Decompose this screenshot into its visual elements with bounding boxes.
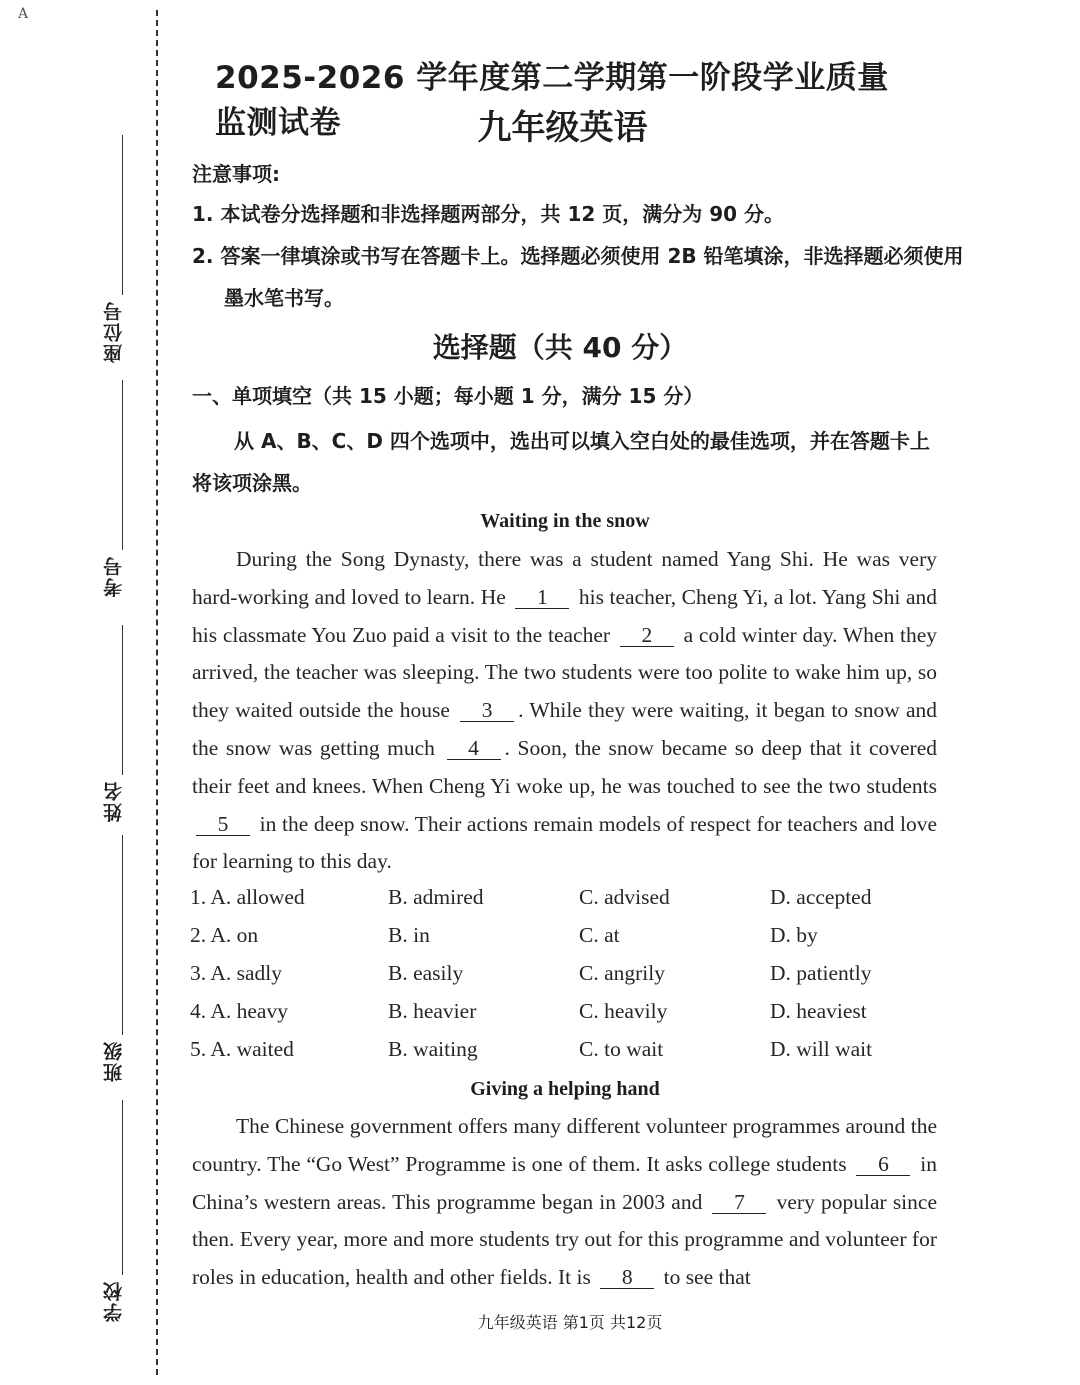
option-d: D. heaviest xyxy=(770,999,867,1023)
class-line xyxy=(122,835,123,1035)
school-line xyxy=(122,1100,123,1275)
passage-text: in the deep snow. Their actions remain models of respect for teachers and love for learning to this day. xyxy=(192,811,938,874)
seat-number-line xyxy=(122,135,123,295)
exam-title: 2025-2026 学年度第二学期第一阶段学业质量监测试卷 xyxy=(215,60,889,141)
option-d: D. patiently xyxy=(770,961,872,985)
question-row xyxy=(190,957,950,995)
notice-item: 1. 本试卷分选择题和非选择题两部分，共 12 页，满分为 90 分。 xyxy=(192,202,784,226)
section-title: 选择题（共 40 分） xyxy=(432,331,688,364)
passage-text: . While they were waiting, it began to snow and the snow was getting much xyxy=(192,698,938,760)
passage-text: . Soon, the snow became so deep that it covered their feet and knees. When Cheng Yi woke up, he was touched to see the two students xyxy=(192,735,938,798)
option-a: 1. A. allowed xyxy=(190,885,305,909)
page-footer: 九年级英语 第1页 共12页 xyxy=(477,1313,663,1332)
answer-blank: 1 xyxy=(515,586,569,609)
passage-text: very popular since then. Every year, more and more students try out for this programme and volunteer for roles in education, health and other fields. It is xyxy=(192,1189,937,1290)
answer-blank: 4 xyxy=(447,737,501,760)
question-row xyxy=(190,1033,950,1071)
option-c: C. advised xyxy=(579,885,670,909)
passage-body xyxy=(192,541,937,881)
instruction-text: 从 A、B、C、D 四个选项中，选出可以填入空白处的最佳选项，并在答题卡上将该项涂黑。 xyxy=(192,429,930,495)
exam-subtitle: 九年级英语 xyxy=(477,108,648,148)
passage-text: his teacher, Cheng Yi, a lot. Yang Shi and his classmate You Zuo paid a visit to the teacher xyxy=(192,584,938,647)
option-a: 4. A. heavy xyxy=(190,999,288,1023)
answer-blank: 8 xyxy=(600,1266,654,1289)
question-options xyxy=(190,881,950,1071)
answer-blank: 6 xyxy=(856,1153,910,1176)
binding-dashed-line xyxy=(156,10,158,1375)
school-label: 学校 xyxy=(103,1280,125,1322)
option-d: D. will wait xyxy=(770,1037,873,1061)
option-c: C. at xyxy=(579,923,620,947)
passage-title: Waiting in the snow xyxy=(480,510,650,532)
option-d: D. accepted xyxy=(770,885,872,909)
exam-number-label: 考号 xyxy=(103,555,125,597)
passage-title: Giving a helping hand xyxy=(470,1078,660,1100)
option-a: 2. A. on xyxy=(190,923,259,947)
passage-body xyxy=(192,1108,937,1297)
option-a: 5. A. waited xyxy=(190,1037,294,1061)
option-b: B. waiting xyxy=(388,1037,478,1061)
answer-blank: 3 xyxy=(460,699,514,722)
option-b: B. admired xyxy=(388,885,484,909)
passage-text: to see that xyxy=(663,1265,751,1290)
option-b: B. in xyxy=(388,923,430,947)
answer-blank: 7 xyxy=(712,1191,766,1214)
name-label: 姓名 xyxy=(103,780,125,822)
option-c: C. heavily xyxy=(579,999,668,1023)
corner-mark: A xyxy=(18,6,29,22)
class-label: 班级 xyxy=(103,1040,125,1082)
option-b: B. heavier xyxy=(388,999,477,1023)
question-row xyxy=(190,995,950,1033)
option-a: 3. A. sadly xyxy=(190,961,282,985)
notice-item: 2. 答案一律填涂或书写在答题卡上。选择题必须使用 2B 铅笔填涂，非选择题必须使用墨水笔书写。 xyxy=(192,244,964,310)
answer-blank: 5 xyxy=(196,813,250,836)
answer-blank: 2 xyxy=(620,624,674,647)
passage-text: a cold winter day. When they arrived, the teacher was sleeping. The two students were too polite to wake him up, so they waited outside the house xyxy=(192,622,937,723)
passage-text: The Chinese government offers many different volunteer programmes around the country. The “Go West” Programme is one of them. It asks college students xyxy=(192,1114,937,1176)
passage-text: in China’s western areas. This programme began in 2003 and xyxy=(192,1151,938,1214)
option-c: C. to wait xyxy=(579,1037,664,1061)
part-title: 一、单项填空（共 15 小题；每小题 1 分，满分 15 分） xyxy=(192,384,704,408)
option-d: D. by xyxy=(770,923,818,947)
passage-text: During the Song Dynasty, there was a student named Yang Shi. He was very hard-working and loved to learn. He xyxy=(192,547,937,609)
question-row xyxy=(190,919,950,957)
notice-heading: 注意事项: xyxy=(192,162,280,186)
question-row xyxy=(190,881,950,919)
option-c: C. angrily xyxy=(579,961,665,985)
seat-number-label: 座位号 xyxy=(103,300,125,363)
name-line xyxy=(122,625,123,775)
option-b: B. easily xyxy=(388,961,464,985)
